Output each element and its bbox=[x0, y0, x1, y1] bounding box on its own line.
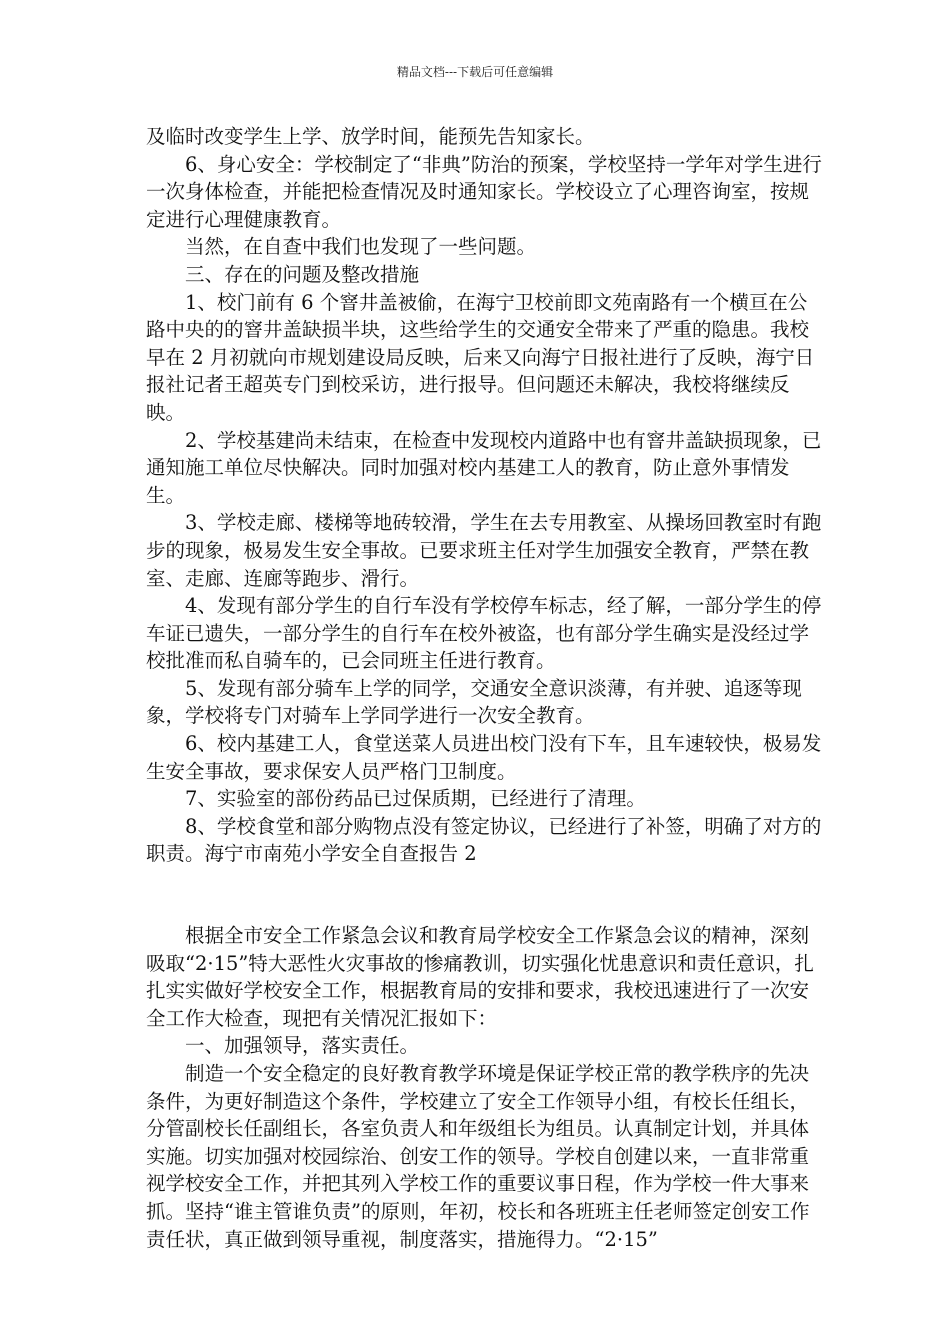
paragraph: 6、身心安全：学校制定了“非典”防治的预案，学校坚持一学年对学生进行一次身体检查，并能把检查情况及时通知家长。学校设立了心理咨询室，按规定进行心理健康教育。 bbox=[146, 152, 822, 231]
paragraph: 6、校内基建工人，食堂送菜人员进出校门没有下车，且车速较快，极易发生安全事故，要求保安人员严格门卫制度。 bbox=[146, 732, 822, 783]
paragraph: 当然，在自查中我们也发现了一些问题。 bbox=[185, 235, 537, 259]
paragraph: 4、发现有部分学生的自行车没有学校停车标志，经了解，一部分学生的停车证已遗失，一部分学生的自行车在校外被盗，也有部分学生确实是没经过学校批准而私自骑车的，已会同班主任进行教育。 bbox=[146, 594, 822, 673]
section-1 bbox=[146, 123, 822, 868]
section-heading: 三、存在的问题及整改措施 bbox=[185, 262, 420, 286]
paragraph: 及临时改变学生上学、放学时间，能预先告知家长。 bbox=[146, 125, 595, 148]
paragraph: 7、实验室的部份药品已过保质期，已经进行了清理。 bbox=[185, 787, 646, 811]
paragraph: 制造一个安全稳定的良好教育教学环境是保证学校正常的教学秩序的先决条件，为更好制造这个条件，学校建立了安全工作领导小组，有校长任组长，分管副校长任副组长，各室负责人和年级组长为组员。认真制定计划，并具体实施。切实加强对校园综治、创安工作的领导。学校自创建以来，一直非常重视学校安全工作，并把其列入学校工作的重要议事日程，作为学校一件大事来抓。坚持“谁主管谁负责”的原则，年初，校长和各班班主任老师签定创安工作责任状，真正做到领导重视，制度落实，措施得力。“2·15” bbox=[146, 1062, 810, 1251]
paragraph: 2、学校基建尚未结束，在检查中发现校内道路中也有窨井盖缺损现象，已通知施工单位尽快解决。同时加强对校内基建工人的教育，防止意外事情发生。 bbox=[146, 428, 822, 507]
paragraph: 1、校门前有 6 个窨井盖被偷，在海宁卫校前即文苑南路有一个横亘在公路中央的的窨井盖缺损半块，这些给学生的交通安全带来了严重的隐患。我校早在 2 月初就向市规划建设局反映，后来又向海宁日报社进行了反映，海宁日报社记者王超英专门到校采访，进行报导。但问题还未解决，我校将继续反映。 bbox=[146, 290, 815, 424]
paragraph: 5、发现有部分骑车上学的同学，交通安全意识淡薄，有并驶、追逐等现象，学校将专门对骑车上学同学进行一次安全教育。 bbox=[146, 676, 802, 728]
paragraph: 8、学校食堂和部分购物点没有签定协议，已经进行了补签，明确了对方的职责。海宁市南苑小学安全自查报告 2 bbox=[146, 814, 822, 866]
paragraph: 根据全市安全工作紧急会议和教育局学校安全工作紧急会议的精神，深刻吸取“2·15”特大恶性火灾事故的惨痛教训，切实强化忧患意识和责任意识，扎扎实实做好学校安全工作，根据教育局的安排和要求，我校迅速进行了一次安全工作大检查，现把有关情况汇报如下： bbox=[146, 924, 814, 1030]
section-heading: 一、加强领导，落实责任。 bbox=[185, 1034, 420, 1058]
section-gap bbox=[146, 868, 822, 922]
document-body bbox=[146, 123, 822, 1253]
page-header: 精品文档---下载后可任意编辑 bbox=[396, 65, 554, 79]
section-2 bbox=[146, 922, 822, 1253]
paragraph: 3、学校走廊、楼梯等地砖较滑，学生在去专用教室、从操场回教室时有跑步的现象，极易发生安全事故。已要求班主任对学生加强安全教育，严禁在教室、走廊、连廊等跑步、滑行。 bbox=[146, 511, 822, 590]
